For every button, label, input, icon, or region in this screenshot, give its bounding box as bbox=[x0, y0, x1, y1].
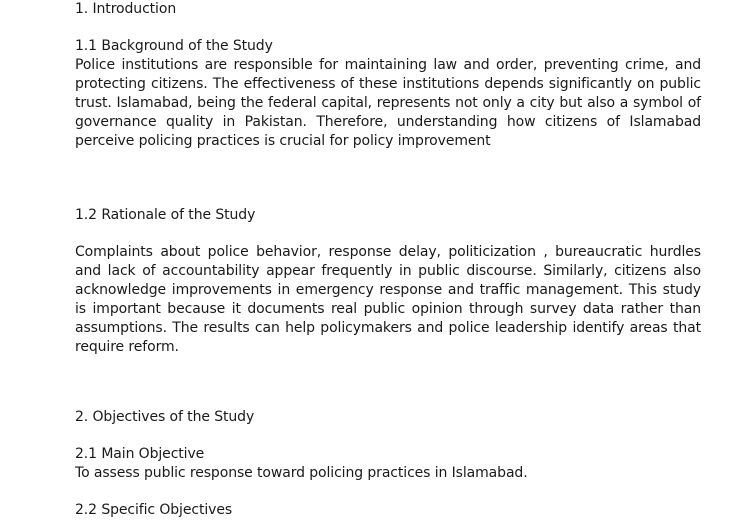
subsection-heading-rationale: 1.2 Rationale of the Study bbox=[75, 207, 256, 223]
section-heading-objectives: 2. Objectives of the Study bbox=[75, 409, 255, 425]
section-heading-introduction: 1. Introduction bbox=[75, 1, 177, 17]
subsection-heading-main-objective: 2.1 Main Objective bbox=[75, 446, 205, 462]
document-page bbox=[75, 0, 701, 520]
paragraph-background: Police institutions are responsible for maintaining law and order, preventing crime, and protecting citizens. The effectiveness of these institutions depends significantly on public trust. Islamabad, being the federal capital, represents not only a city but also a symbol of governance quality in Pakistan. Therefore, understanding how citizens of Islamabad perceive policing practices is crucial for policy improvement bbox=[75, 57, 701, 149]
paragraph-main-objective: To assess public response toward policing practices in Islamabad. bbox=[75, 465, 528, 481]
subsection-heading-background: 1.1 Background of the Study bbox=[75, 38, 273, 54]
paragraph-rationale: Complaints about police behavior, response delay, politicization , bureaucratic hurdles and lack of accountability appear frequently in public discourse. Similarly, citizens also acknowledge improvements in emergency response and traffic management. This study is important because it documents real public opinion through survey data rather than assumptions. The results can help policymakers and police leadership identify areas that require reform. bbox=[75, 244, 701, 355]
subsection-heading-specific-objectives: 2.2 Specific Objectives bbox=[75, 502, 233, 518]
